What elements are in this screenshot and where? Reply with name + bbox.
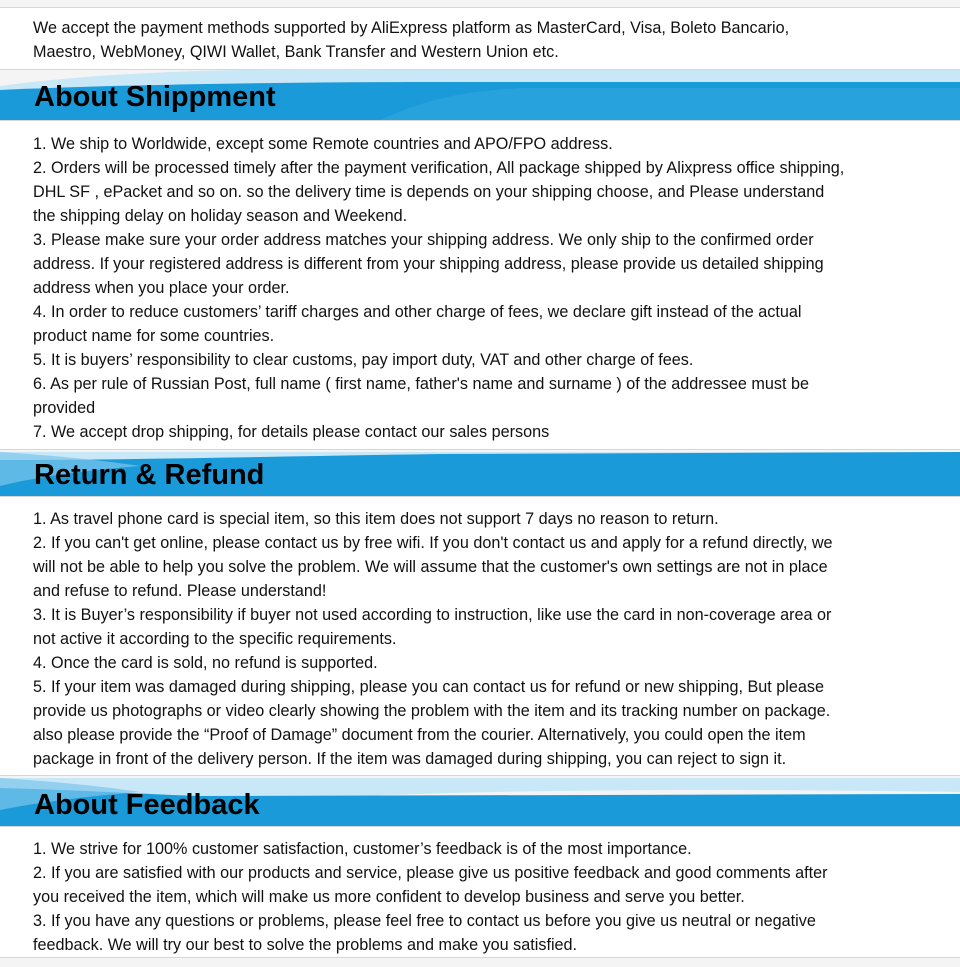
payment-panel xyxy=(0,7,960,70)
feedback-line: you received the item, which will make us more confident to develop business and serve you better. xyxy=(33,888,745,906)
feedback-line: feedback. We will try our best to solve the problems and make you satisfied. xyxy=(33,936,578,954)
feedback-line: 3. If you have any questions or problems, please feel free to contact us before you give us neutral or negative xyxy=(33,912,816,930)
shipment-line: address. If your registered address is different from your shipping address, please provide us detailed shipping xyxy=(33,255,824,273)
shipment-header-band xyxy=(0,68,960,126)
payment-line: We accept the payment methods supported by AliExpress platform as MasterCard, Visa, Boleto Bancario, xyxy=(33,19,790,37)
payment-line: Maestro, WebMoney, QIWI Wallet, Bank Transfer and Western Union etc. xyxy=(33,43,559,61)
refund-line: provide us photographs or video clearly showing the problem with the item and its tracking number on package. xyxy=(33,702,831,720)
shipment-title: About Shippment xyxy=(34,81,276,113)
feedback-line: 2. If you are satisfied with our products and service, please give us positive feedback and good comments after xyxy=(33,864,828,882)
shipment-panel xyxy=(0,120,960,450)
refund-title: Return & Refund xyxy=(34,459,265,491)
refund-line: 5. If your item was damaged during shipping, please you can contact us for refund or new shipping, But please xyxy=(33,678,824,696)
shipment-line: 2. Orders will be processed timely after the payment verification, All package shipped by Alixpress office shipping, xyxy=(33,159,845,177)
shipment-line: 1. We ship to Worldwide, except some Remote countries and APO/FPO address. xyxy=(33,135,613,153)
shipment-line: 5. It is buyers’ responsibility to clear customs, pay import duty, VAT and other charge of fees. xyxy=(33,351,694,369)
refund-line: 2. If you can't get online, please contact us by free wifi. If you don't contact us and apply for a refund directly, we xyxy=(33,534,833,552)
refund-line: and refuse to refund. Please understand! xyxy=(33,582,327,600)
feedback-title: About Feedback xyxy=(34,789,260,821)
refund-panel xyxy=(0,496,960,776)
shipment-line: DHL SF , ePacket and so on. so the delivery time is depends on your shipping choose, and Please understand xyxy=(33,183,825,201)
refund-line: 4. Once the card is sold, no refund is supported. xyxy=(33,654,378,672)
shipment-line: 7. We accept drop shipping, for details please contact our sales persons xyxy=(33,423,550,441)
shipment-line: 6. As per rule of Russian Post, full name ( first name, father's name and surname ) of the addressee must be xyxy=(33,375,809,393)
shipment-line: address when you place your order. xyxy=(33,279,290,297)
shipment-line: 3. Please make sure your order address matches your shipping address. We only ship to the confirmed order xyxy=(33,231,814,249)
refund-line: also please provide the “Proof of Damage” document from the courier. Alternatively, you could open the item xyxy=(33,726,806,744)
shipment-line: provided xyxy=(33,399,96,417)
refund-line: package in front of the delivery person. If the item was damaged during shipping, you can reject to sign it. xyxy=(33,750,787,768)
refund-line: not active it according to the specific requirements. xyxy=(33,630,397,648)
refund-line: will not be able to help you solve the problem. We will assume that the customer's own settings are not in place xyxy=(33,558,828,576)
shipment-line: 4. In order to reduce customers’ tariff charges and other charge of fees, we declare gift instead of the actual xyxy=(33,303,802,321)
shipment-line: product name for some countries. xyxy=(33,327,275,345)
refund-line: 3. It is Buyer’s responsibility if buyer not used according to instruction, like use the card in non-coverage area or xyxy=(33,606,832,624)
feedback-panel xyxy=(0,826,960,958)
shipment-line: the shipping delay on holiday season and Weekend. xyxy=(33,207,408,225)
refund-line: 1. As travel phone card is special item, so this item does not support 7 days no reason to return. xyxy=(33,510,719,528)
feedback-line: 1. We strive for 100% customer satisfaction, customer’s feedback is of the most importance. xyxy=(33,840,692,858)
